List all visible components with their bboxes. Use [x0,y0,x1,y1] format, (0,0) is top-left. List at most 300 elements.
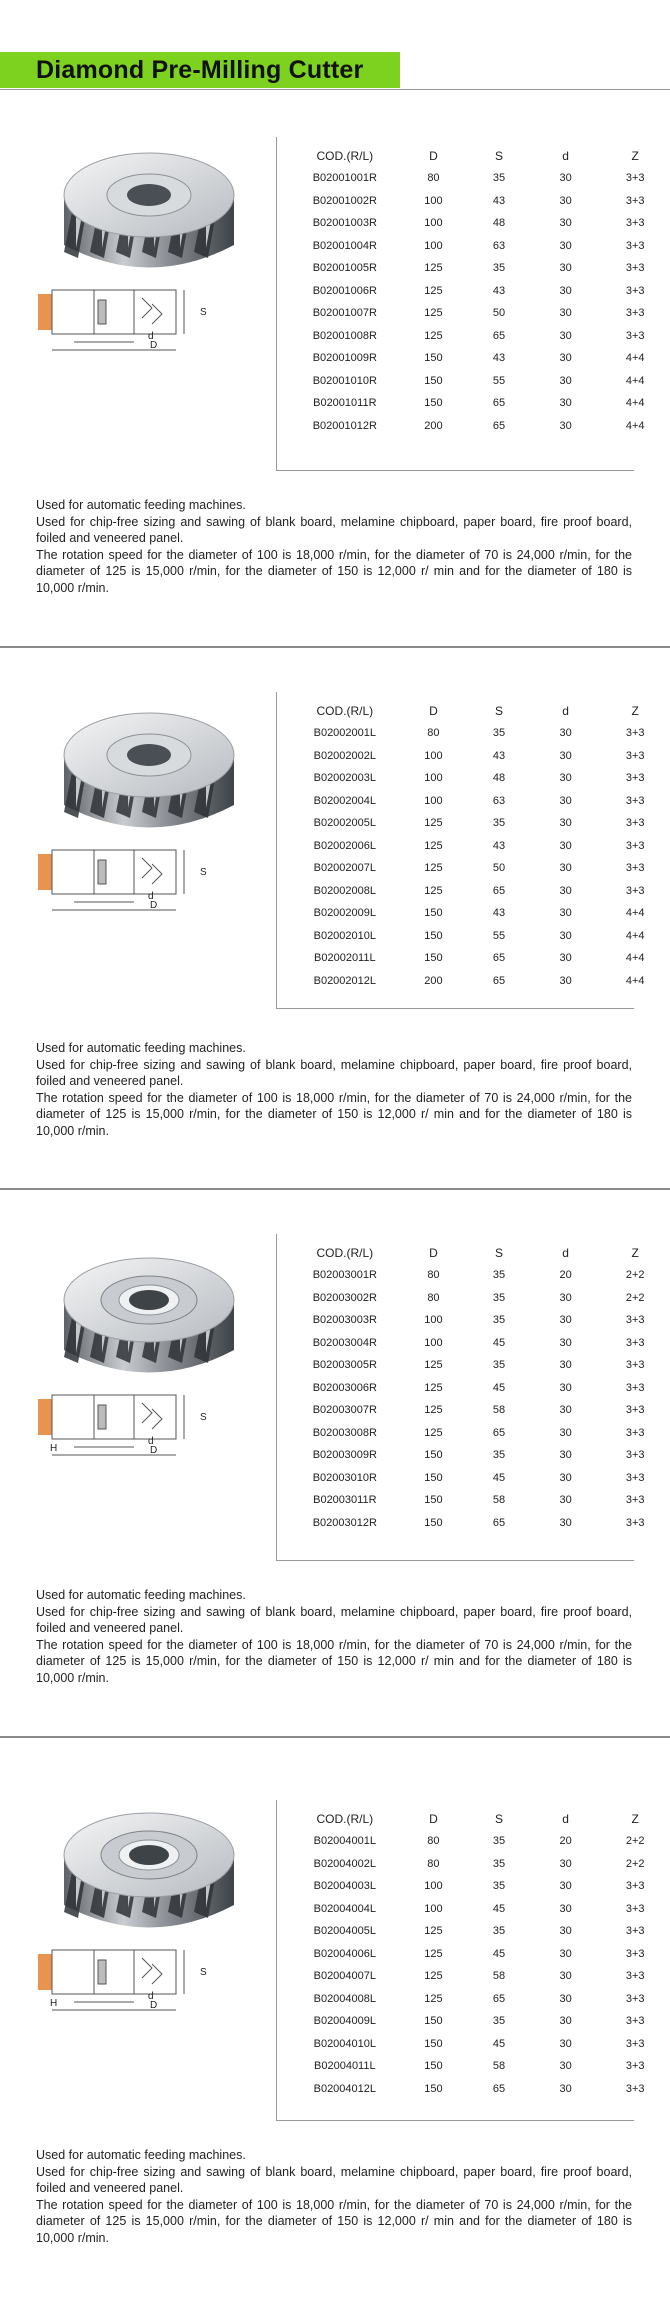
table-cell: 30 [559,1880,572,1893]
table-cell: 35 [492,2015,506,2028]
product-description [36,2147,632,2246]
table-cell: 150 [424,2015,443,2028]
table-cell: B02002004L [313,794,377,807]
section-vertical-divider [276,137,277,470]
table-cell: 63 [492,239,506,252]
table-cell: 65 [492,1992,506,2005]
table-cell: 3+3 [625,1494,645,1507]
table-cell: B02003011R [313,1494,377,1507]
table-cell: 3+3 [625,329,645,342]
table-row [290,722,670,745]
table-row [290,947,670,970]
section-bottom-rule [276,470,634,471]
table-row [290,2055,670,2078]
table-row [290,745,670,768]
title-bar [0,52,400,88]
diagram-label-d: d [148,891,154,902]
table-cell: 100 [424,1902,443,1915]
table-cell: 30 [559,907,572,920]
table-cell: 65 [492,952,506,965]
table-cell: 30 [559,749,572,762]
table-row [290,347,670,370]
table-cell: 3+3 [625,1449,645,1462]
table-cell: 30 [559,1404,572,1417]
table-cell: 3+3 [625,1902,645,1915]
table-cell: 55 [492,929,506,942]
table-cell: 30 [559,172,572,185]
table-cell: B02003003R [312,1314,377,1327]
table-cell: 30 [559,2060,572,2073]
table-cell: 30 [559,194,572,207]
table-cell: 150 [424,2060,443,2073]
diagram-label-H: H [50,1443,58,1454]
table-row [290,790,670,813]
table-cell: 20 [559,1269,572,1282]
table-cell: 4+4 [625,974,645,987]
table-cell: B02004011L [314,2060,376,2073]
section-separator [0,1188,670,1190]
table-cell: 3+3 [625,1880,645,1893]
table-row [290,370,670,393]
page-title: Diamond Pre-Milling Cutter [36,56,364,84]
table-cell: 3+3 [625,727,645,740]
table-cell: 35 [492,1291,506,1304]
table-cell: B02002001L [313,727,377,740]
table-cell: 3+3 [625,172,645,185]
table-cell: 3+3 [625,239,645,252]
table-row [290,925,670,948]
table-row [290,2010,670,2033]
spec-table [290,145,670,437]
table-cell: 30 [559,1314,572,1327]
diagram-label-S: S [200,1412,207,1423]
table-cell: 80 [427,172,440,185]
table-cell: 30 [559,262,572,275]
table-cell: 30 [559,307,572,320]
table-cell: 125 [424,1426,443,1439]
column-header: D [429,149,438,163]
section-separator [0,1736,670,1738]
table-cell: 30 [559,2082,572,2095]
table-cell: 30 [559,1925,572,1938]
table-cell: 45 [492,1381,506,1394]
table-row [290,1512,670,1535]
table-cell: 30 [559,839,572,852]
table-cell: 150 [424,1494,443,1507]
table-cell: 100 [424,794,443,807]
table-cell: 125 [424,329,443,342]
table-cell: B02004009L [313,2015,377,2028]
table-cell: 3+3 [625,217,645,230]
title-divider [0,89,670,90]
table-cell: 30 [559,817,572,830]
table-row [290,1489,670,1512]
table-cell: B02001006R [312,284,377,297]
diagram-label-S: S [200,1967,207,1978]
spec-table [290,1242,670,1534]
table-cell: 20 [559,1835,572,1848]
table-cell: 125 [424,862,443,875]
table-cell: 3+3 [625,1947,645,1960]
table-cell: B02002006L [313,839,377,852]
table-cell: 30 [559,1947,572,1960]
table-cell: 4+4 [625,907,645,920]
table-cell: 30 [559,952,572,965]
table-header-row [290,1242,670,1264]
table-cell: 63 [492,794,506,807]
table-cell: B02003012R [312,1516,377,1529]
table-cell: 30 [559,1471,572,1484]
table-cell: 150 [424,2037,443,2050]
column-header: COD.(R/L) [316,704,374,718]
table-cell: B02001009R [312,352,377,365]
table-cell: 30 [559,1992,572,2005]
table-row [290,415,670,438]
column-header: S [495,1812,504,1826]
table-cell: 30 [559,2015,572,2028]
table-cell: 30 [559,862,572,875]
table-cell: B02001005R [312,262,377,275]
table-row [290,1444,670,1467]
table-cell: 55 [492,374,506,387]
table-cell: 43 [492,194,506,207]
table-cell: 3+3 [625,817,645,830]
table-cell: 100 [424,194,443,207]
table-cell: 30 [559,772,572,785]
section-vertical-divider [276,1800,277,2120]
table-cell: 4+4 [625,352,645,365]
description-paragraph: Used for automatic feeding machines. [36,498,246,512]
column-header: Z [631,1812,639,1826]
table-cell: 43 [492,749,506,762]
table-cell: B02001010R [312,374,377,387]
table-cell: 3+3 [625,2082,645,2095]
table-cell: 3+3 [625,1992,645,2005]
table-cell: 30 [559,217,572,230]
table-cell: 3+3 [625,2015,645,2028]
column-header: Z [631,149,639,163]
table-cell: B02003002R [312,1291,377,1304]
table-cell: 43 [492,352,506,365]
table-cell: 30 [559,1291,572,1304]
column-header: d [562,704,569,718]
table-cell: 30 [559,1359,572,1372]
table-cell: 3+3 [625,749,645,762]
description-paragraph: Used for chip-free sizing and sawing of blank board, melamine chipboard, paper board, fire proof board, foiled and veneered panel. [36,514,632,545]
table-cell: 65 [492,884,506,897]
table-row [290,1853,670,1876]
product-description [36,497,632,596]
table-cell: 125 [424,1925,443,1938]
table-cell: 35 [492,1359,506,1372]
table-row [290,857,670,880]
table-cell: 58 [492,1970,506,1983]
table-cell: B02004005L [313,1925,377,1938]
table-header-row [290,145,670,167]
table-cell: 45 [492,1471,506,1484]
table-cell: 30 [559,329,572,342]
table-cell: 65 [492,397,506,410]
table-row [290,392,670,415]
table-cell: B02004007L [313,1970,377,1983]
table-cell: 3+3 [625,262,645,275]
column-header: Z [631,1246,639,1260]
table-cell: 30 [559,1902,572,1915]
table-cell: 4+4 [625,419,645,432]
table-row [290,1309,670,1332]
table-cell: B02001002R [312,194,377,207]
table-row [290,1898,670,1921]
diagram-label-d: d [148,331,154,342]
description-paragraph: Used for automatic feeding machines. [36,1588,246,1602]
table-cell: 58 [492,1404,506,1417]
table-cell: 125 [424,884,443,897]
table-cell: 65 [492,1516,506,1529]
table-cell: 30 [559,974,572,987]
table-cell: 48 [492,772,506,785]
table-cell: 125 [424,307,443,320]
table-cell: 125 [424,1381,443,1394]
table-cell: 150 [424,1516,443,1529]
table-row [290,235,670,258]
table-cell: B02001007R [312,307,377,320]
table-cell: 125 [424,284,443,297]
table-row [290,1422,670,1445]
table-cell: 100 [424,772,443,785]
table-row [290,767,670,790]
table-row [290,1875,670,1898]
table-row [290,1965,670,1988]
table-cell: 30 [559,1857,572,1870]
table-cell: 150 [424,2082,443,2095]
table-cell: B02002007L [313,862,377,875]
table-row [290,325,670,348]
column-header: D [429,1812,438,1826]
description-paragraph: Used for chip-free sizing and sawing of blank board, melamine chipboard, paper board, fire proof board, foiled and veneered panel. [36,1604,632,1635]
diagram-label-H: H [50,1998,58,2009]
table-cell: 30 [559,397,572,410]
table-cell: 30 [559,1516,572,1529]
table-cell: 80 [427,1835,440,1848]
table-cell: 35 [492,262,506,275]
table-cell: 4+4 [625,952,645,965]
table-row [290,1332,670,1355]
table-cell: 150 [424,374,443,387]
table-header-row [290,1808,670,1830]
table-cell: 35 [492,1269,506,1282]
table-cell: 150 [424,929,443,942]
table-cell: B02004003L [313,1880,377,1893]
table-cell: 3+3 [625,1426,645,1439]
table-cell: 30 [559,1426,572,1439]
table-cell: B02001001R [312,172,377,185]
table-cell: B02004012L [313,2082,377,2095]
section-separator [0,646,670,648]
table-row [290,302,670,325]
diagram-label-D: D [150,1445,158,1456]
description-paragraph: Used for chip-free sizing and sawing of blank board, melamine chipboard, paper board, fire proof board, foiled and veneered panel. [36,1057,632,1088]
section-vertical-divider [276,692,277,1008]
table-cell: 125 [424,1970,443,1983]
table-cell: 35 [492,1925,506,1938]
table-cell: 43 [492,907,506,920]
table-cell: 3+3 [625,794,645,807]
table-cell: B02003008R [312,1426,377,1439]
table-cell: 35 [492,727,506,740]
column-header: S [495,149,504,163]
table-row [290,970,670,993]
table-cell: 3+3 [625,284,645,297]
table-cell: 30 [559,1449,572,1462]
table-cell: B02003004R [312,1336,377,1349]
table-cell: 200 [424,419,443,432]
table-row [290,167,670,190]
table-cell: 100 [424,1314,443,1327]
table-cell: B02002003L [313,772,377,785]
table-cell: 3+3 [625,1381,645,1394]
table-row [290,2033,670,2056]
table-cell: 3+3 [625,1336,645,1349]
description-paragraph: The rotation speed for the diameter of 100 is 18,000 r/min, for the diameter of 70 is 24,000 r/min, for the diameter of 125 is 15,000 r/min, for the diameter of 150 is 12,000 r/ min and for the diameter of 180 is 10,000 r/min. [36,547,632,595]
description-paragraph: Used for automatic feeding machines. [36,1041,246,1055]
table-row [290,1920,670,1943]
table-cell: 30 [559,1381,572,1394]
table-row [290,880,670,903]
table-cell: 150 [424,397,443,410]
table-cell: 2+2 [625,1857,645,1870]
table-cell: 3+3 [625,1970,645,1983]
table-cell: 150 [424,352,443,365]
table-cell: B02003006R [312,1381,377,1394]
table-cell: 30 [559,2037,572,2050]
diagram-label-D: D [150,2000,158,2011]
section-bottom-rule [276,1560,634,1561]
table-cell: 150 [424,1471,443,1484]
table-cell: B02001004R [312,239,377,252]
table-cell: B02002005L [313,817,377,830]
column-header: Z [631,704,639,718]
table-cell: 100 [424,749,443,762]
table-row [290,1943,670,1966]
table-cell: B02002011L [314,952,376,965]
table-cell: 58 [492,2060,506,2073]
table-cell: 35 [492,172,506,185]
column-header: S [495,1246,504,1260]
table-cell: 125 [424,1992,443,2005]
table-cell: 30 [559,284,572,297]
table-cell: 150 [424,907,443,920]
table-cell: 3+3 [625,1359,645,1372]
table-row [290,1287,670,1310]
table-cell: B02004008L [313,1992,377,2005]
table-cell: 65 [492,419,506,432]
table-cell: 35 [492,1857,506,1870]
table-cell: 2+2 [625,1269,645,1282]
table-cell: 30 [559,929,572,942]
table-cell: B02004004L [313,1902,377,1915]
table-cell: 80 [427,1269,440,1282]
spec-table [290,700,670,992]
table-row [290,1988,670,2011]
table-cell: B02002009L [313,907,377,920]
diagram-label-S: S [200,307,207,318]
table-row [290,1399,670,1422]
table-row [290,280,670,303]
table-cell: B02001011R [313,397,377,410]
table-row [290,835,670,858]
table-cell: 43 [492,839,506,852]
table-cell: 4+4 [625,397,645,410]
table-cell: B02003005R [312,1359,377,1372]
table-cell: 65 [492,2082,506,2095]
table-cell: 30 [559,374,572,387]
column-header: d [562,1246,569,1260]
table-row [290,1830,670,1853]
table-row [290,257,670,280]
column-header: S [495,704,504,718]
table-row [290,2078,670,2101]
table-row [290,1354,670,1377]
table-cell: 65 [492,1426,506,1439]
table-cell: 35 [492,1835,506,1848]
table-cell: B02002010L [313,929,377,942]
table-cell: 4+4 [625,929,645,942]
column-header: COD.(R/L) [316,1246,374,1260]
table-cell: 3+3 [625,1516,645,1529]
table-cell: 80 [427,1291,440,1304]
table-row [290,1264,670,1287]
table-cell: 200 [424,974,443,987]
table-cell: 125 [424,1947,443,1960]
table-cell: 45 [492,2037,506,2050]
table-row [290,1377,670,1400]
table-cell: 3+3 [625,862,645,875]
table-cell: 30 [559,1336,572,1349]
table-cell: 100 [424,1880,443,1893]
column-header: D [429,1246,438,1260]
table-cell: 35 [492,1880,506,1893]
table-row [290,212,670,235]
table-cell: 43 [492,284,506,297]
table-cell: B02001012R [312,419,377,432]
column-header: d [562,1812,569,1826]
table-cell: 3+3 [625,1314,645,1327]
table-cell: B02002008L [313,884,377,897]
table-cell: 35 [492,1314,506,1327]
table-cell: B02002012L [313,974,377,987]
table-cell: B02001003R [312,217,377,230]
table-cell: 3+3 [625,772,645,785]
table-cell: 3+3 [625,884,645,897]
diagram-label-d: d [148,1436,154,1447]
column-header: d [562,149,569,163]
table-cell: 65 [492,974,506,987]
table-cell: 150 [424,1449,443,1462]
table-cell: 3+3 [625,1471,645,1484]
diagram-label-d: d [148,1991,154,2002]
column-header: COD.(R/L) [316,149,374,163]
spec-table [290,1808,670,2100]
table-cell: B02003007R [312,1404,377,1417]
table-cell: B02001008R [312,329,377,342]
table-cell: B02003009R [312,1449,377,1462]
table-cell: 50 [492,862,506,875]
table-cell: 45 [492,1947,506,1960]
table-cell: 3+3 [625,194,645,207]
column-header: COD.(R/L) [316,1812,374,1826]
table-cell: 2+2 [625,1835,645,1848]
table-cell: 3+3 [625,1925,645,1938]
